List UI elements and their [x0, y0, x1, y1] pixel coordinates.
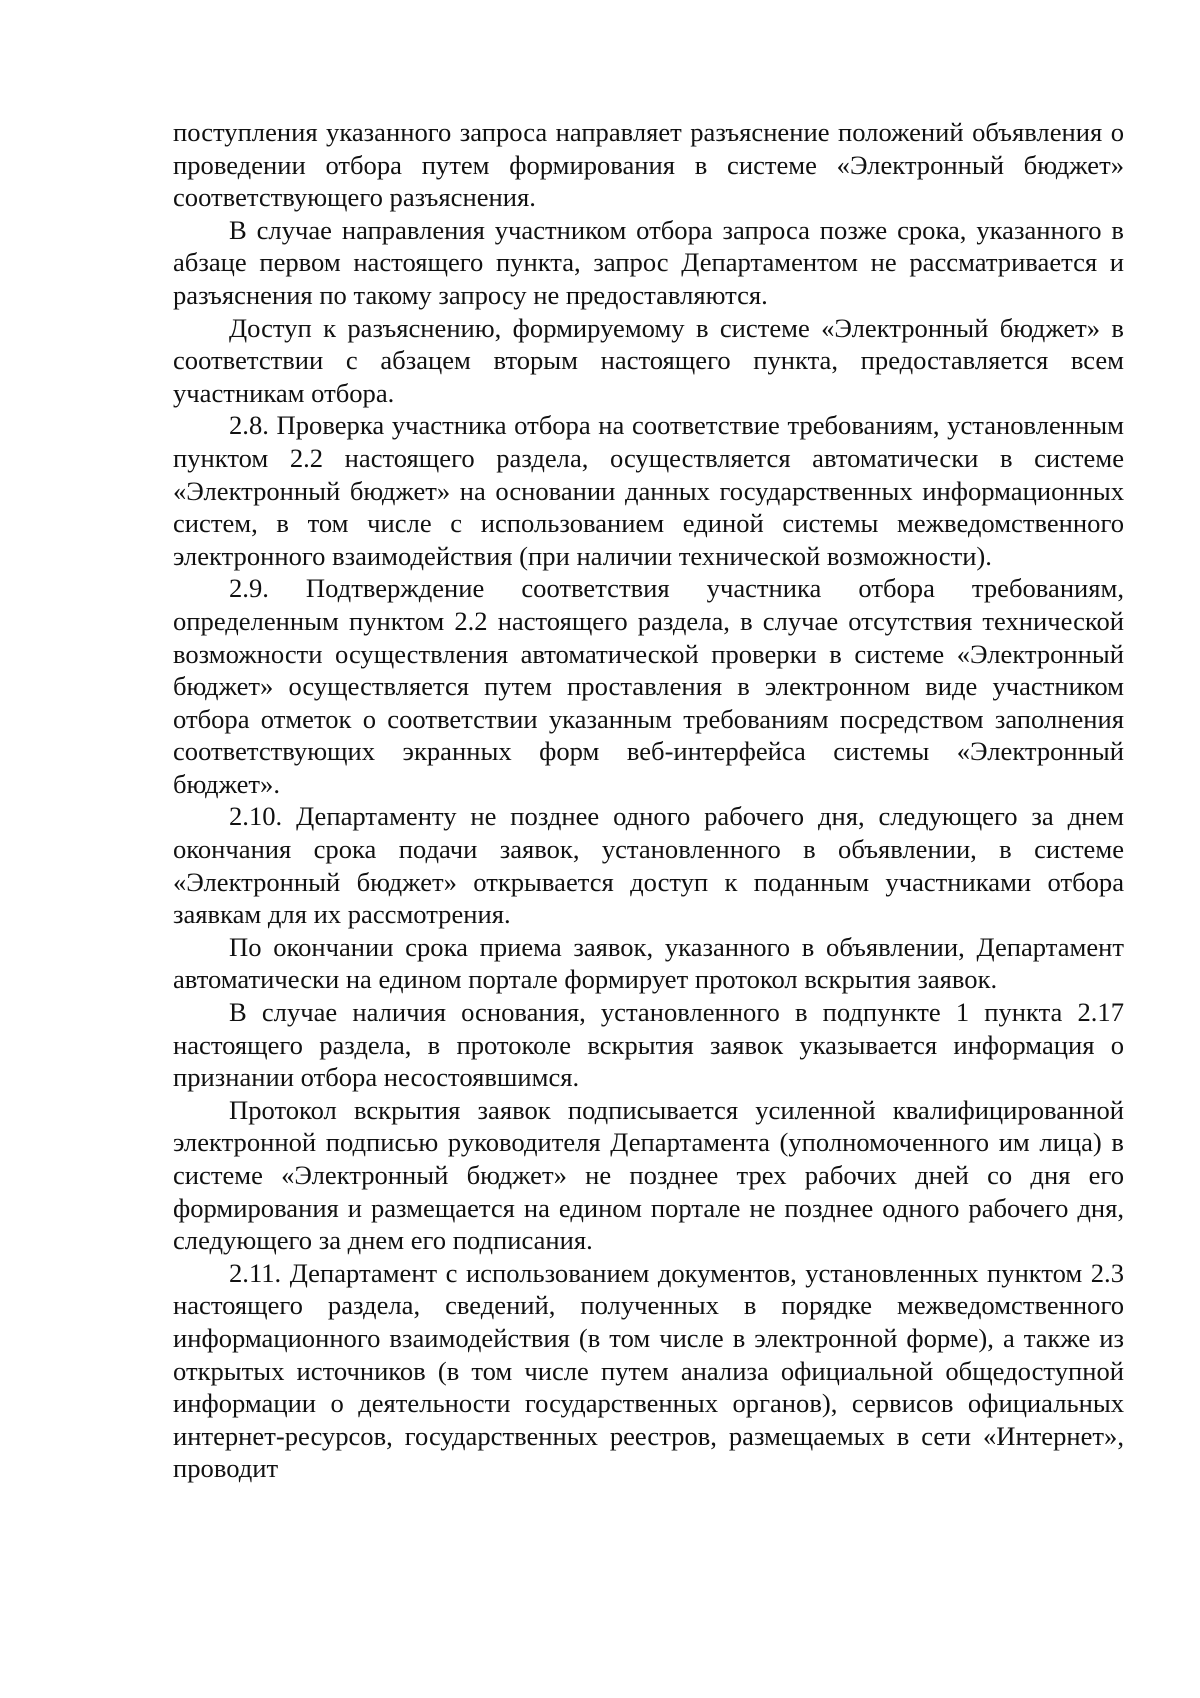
document-page: [173, 116, 1124, 1485]
paragraph-2-8: 2.8. Проверка участника отбора на соответствие требованиям, установленным пунктом 2.2 настоящего раздела, осуществляется автоматически в системе «Электронный бюджет» на основании данных государственных информационных систем, в том числе с использованием единой системы межведомственного электронного взаимодействия (при наличии технической возможности).: [173, 410, 1124, 571]
paragraph-2-11: 2.11. Департамент с использованием документов, установленных пунктом 2.3 настоящего раздела, сведений, полученных в порядке межведомственного информационного взаимодействия (в том числе в электронной форме), а также из открытых источников (в том числе путем анализа официальной общедоступной информации о деятельности государственных органов), сервисов официальных интернет-ресурсов, государственных реестров, размещаемых в сети «Интернет», проводит: [173, 1257, 1124, 1484]
paragraph-opening-protocol: По окончании срока приема заявок, указанного в объявлении, Департамент автоматически на едином портале формирует протокол вскрытия заявок.: [173, 931, 1124, 995]
paragraph-late-request: В случае направления участником отбора запроса позже срока, указанного в абзаце первом настоящего пункта, запрос Департаментом не рассматривается и разъяснения по такому запросу не предоставляются.: [173, 214, 1124, 310]
paragraph-protocol-signing: Протокол вскрытия заявок подписывается усиленной квалифицированной электронной подписью руководителя Департамента (уполномоченного им лица) в системе «Электронный бюджет» не позднее трех рабочих дней со дня его формирования и размещается на едином портале не позднее одного рабочего дня, следующего за днем его подписания.: [173, 1094, 1124, 1256]
paragraph-2-10: 2.10. Департаменту не позднее одного рабочего дня, следующего за днем окончания срока подачи заявок, установленного в объявлении, в системе «Электронный бюджет» открывается доступ к поданным участниками отбора заявкам для их рассмотрения.: [173, 801, 1124, 930]
paragraph-continuation: поступления указанного запроса направляет разъяснение положений объявления о проведении отбора путем формирования в системе «Электронный бюджет» соответствующего разъяснения.: [173, 117, 1124, 213]
paragraph-failed-selection: В случае наличия основания, установленного в подпункте 1 пункта 2.17 настоящего раздела, в протоколе вскрытия заявок указывается информация о признании отбора несостоявшимся.: [173, 997, 1124, 1093]
paragraph-2-9: 2.9. Подтверждение соответствия участника отбора требованиям, определенным пунктом 2.2 настоящего раздела, в случае отсутствия технической возможности осуществления автоматической проверки в системе «Электронный бюджет» осуществляется путем проставления в электронном виде участником отбора отметок о соответствии указанным требованиям посредством заполнения соответствующих экранных форм веб-интерфейса системы «Электронный бюджет».: [173, 573, 1124, 799]
paragraph-access-clarification: Доступ к разъяснению, формируемому в системе «Электронный бюджет» в соответствии с абзацем вторым настоящего пункта, предоставляется всем участникам отбора.: [173, 312, 1124, 408]
